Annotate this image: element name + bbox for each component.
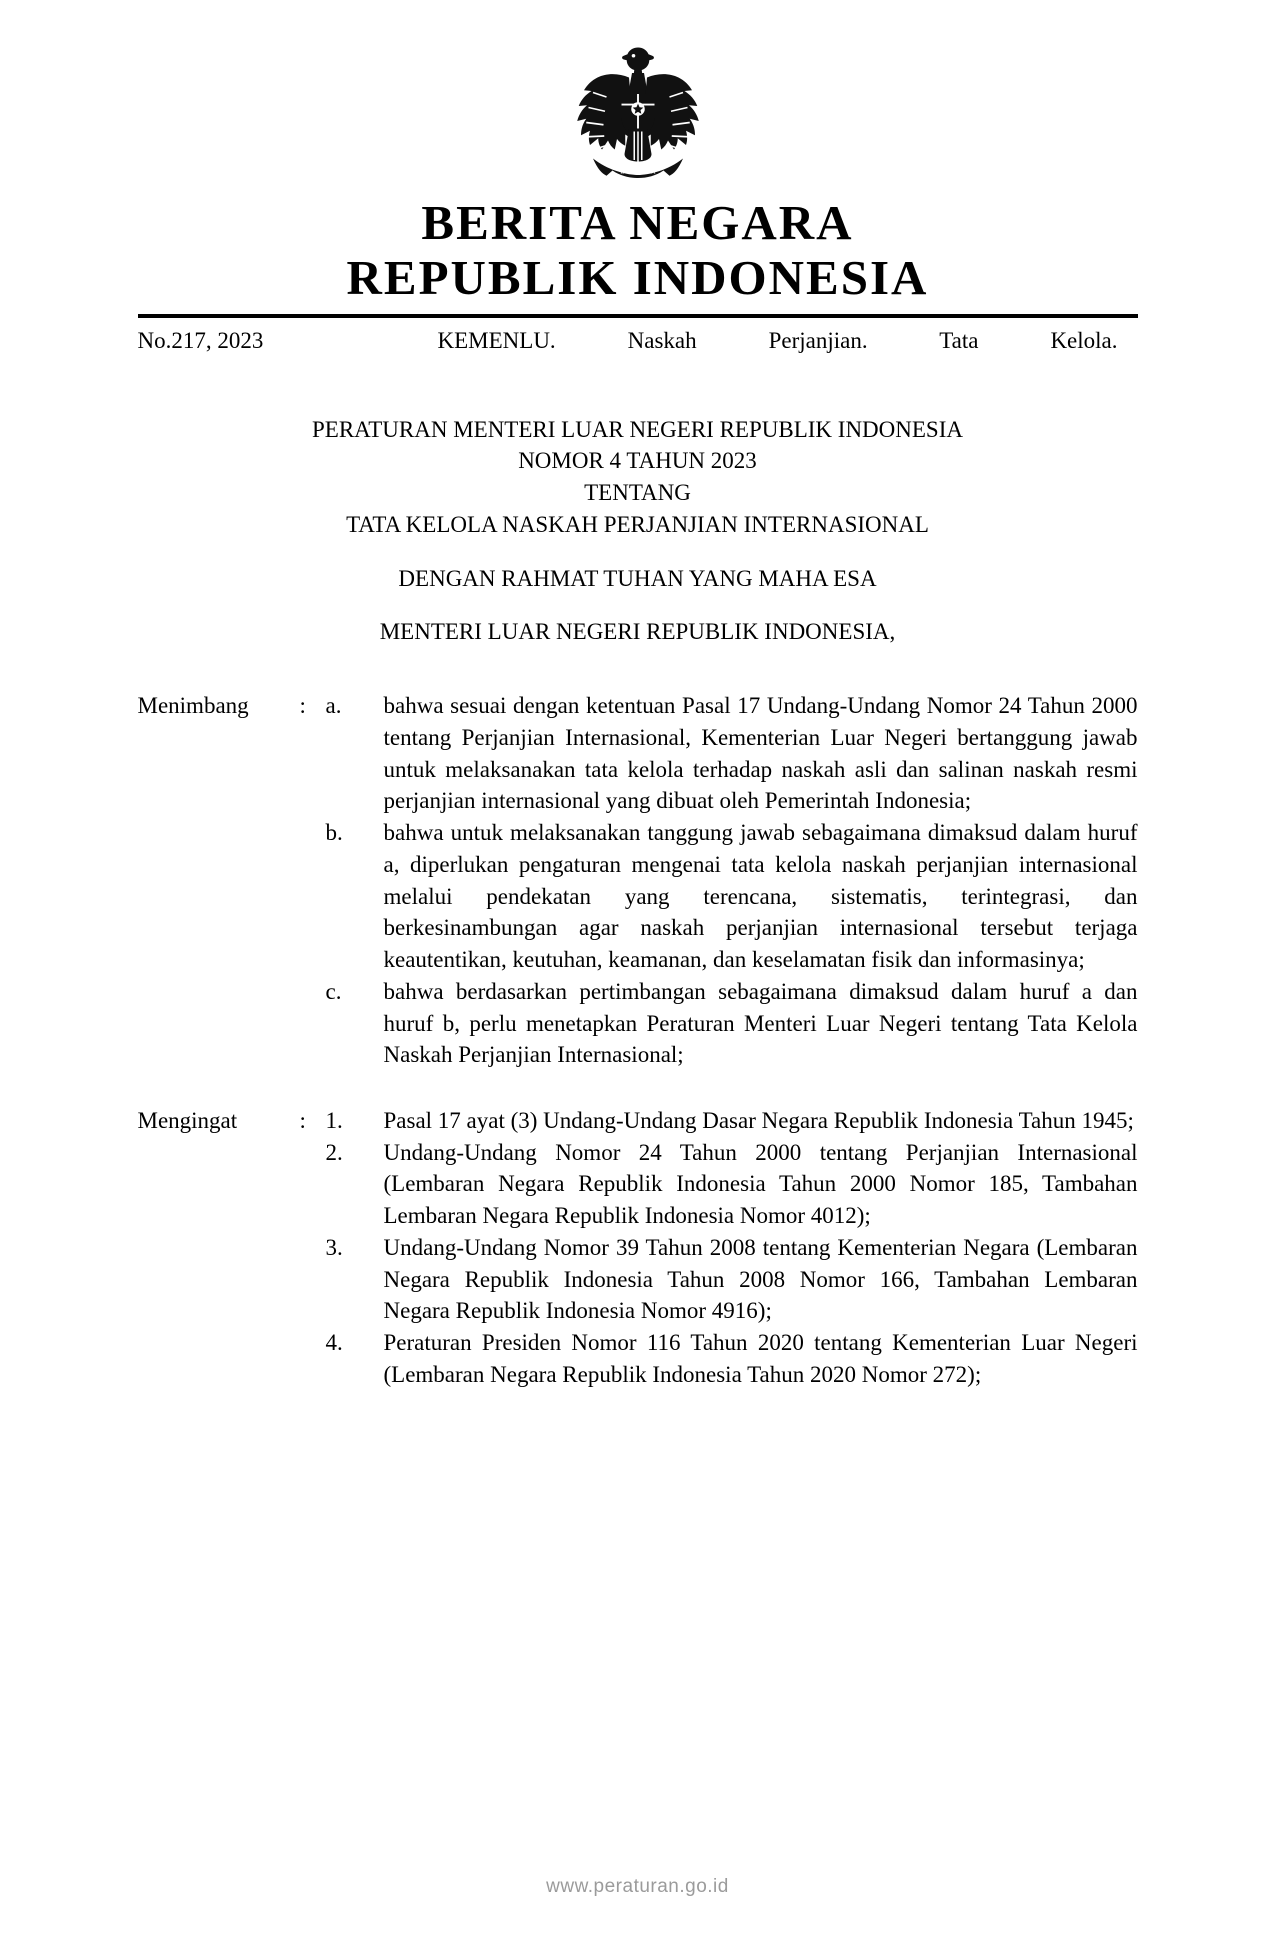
- regulation-about-label: TENTANG: [584, 480, 691, 506]
- garuda-pancasila-emblem: [563, 40, 713, 190]
- regulation-subject: TATA KELOLA NASKAH PERJANJIAN INTERNASIONAL: [346, 511, 929, 537]
- svg-text:BHINNEKA: BHINNEKA: [619, 168, 656, 176]
- list-item-text: Peraturan Presiden Nomor 116 Tahun 2020 tentang Kementerian Luar Negeri (Lembaran Negara Republik Indonesia Tahun 2020 Nomor 272);: [383, 1330, 1138, 1387]
- page-watermark: www.peraturan.go.id: [546, 1876, 729, 1897]
- list-item: [326, 817, 1138, 976]
- list-item: [326, 1232, 1138, 1327]
- regulation-title-line1: PERATURAN MENTERI LUAR NEGERI REPUBLIK INDONESIA: [311, 416, 963, 442]
- regulation-number: NOMOR 4 TAHUN 2023: [518, 448, 757, 474]
- list-item-marker: 1.: [325, 1107, 343, 1133]
- clause-item-list: [326, 1105, 1138, 1391]
- list-item: [326, 1137, 1138, 1232]
- list-item-marker: 4.: [325, 1330, 343, 1356]
- list-item: [326, 1327, 1138, 1390]
- considerations-block: [138, 690, 1138, 1390]
- list-item-text: Undang-Undang Nomor 39 Tahun 2008 tentang Kementerian Negara (Lembaran Negara Republik Indonesia Tahun 2008 Nomor 166, Tambahan Lembaran Negara Republik Indonesia Nomor 4916);: [383, 1234, 1138, 1324]
- list-item: [326, 976, 1138, 1071]
- clause-label: Mengingat: [137, 1107, 238, 1133]
- issue-number: No.217, 2023: [137, 327, 264, 353]
- list-item: [326, 690, 1138, 817]
- clause-colon: :: [299, 1107, 306, 1133]
- masthead-divider: [138, 314, 1138, 318]
- list-item-text: bahwa sesuai dengan ketentuan Pasal 17 Undang-Undang Nomor 24 Tahun 2000 tentang Perjanjian Internasional, Kementerian Luar Negeri bertanggung jawab untuk melaksanakan tata kelola terhadap naskah asli dan salinan naskah resmi perjanjian internasional yang dibuat oleh Pemerintah Indonesia;: [383, 693, 1138, 814]
- masthead-title-line1: BERITA NEGARA: [421, 195, 854, 250]
- invocation-line: DENGAN RAHMAT TUHAN YANG MAHA ESA: [398, 565, 877, 591]
- list-item-text: bahwa untuk melaksanakan tanggung jawab sebagaimana dimaksud dalam huruf a, diperlukan pengaturan mengenai tata kelola naskah perjanjian internasional melalui pendekatan yang terencana, sistematis, terintegrasi, dan berkesinambungan agar naskah perjanjian internasional tersebut terjaga keautentikan, keutuhan, keamanan, dan keselamatan fisik dan informasinya;: [383, 820, 1138, 973]
- masthead-title-line2: REPUBLIK INDONESIA: [346, 249, 929, 305]
- issuing-authority: MENTERI LUAR NEGERI REPUBLIK INDONESIA,: [379, 619, 896, 645]
- list-item: [326, 1105, 1138, 1137]
- regulation-title-block: [138, 414, 1138, 648]
- title-spacer-2: [138, 594, 1138, 616]
- list-item-marker: 3.: [325, 1234, 343, 1260]
- list-item-text: Undang-Undang Nomor 24 Tahun 2000 tentang Perjanjian Internasional (Lembaran Negara Republik Indonesia Tahun 2000 Nomor 185, Tambahan Lembaran Negara Republik Indonesia Nomor 4012);: [383, 1139, 1138, 1229]
- clause-mengingat: [138, 1105, 1138, 1391]
- title-spacer-1: [138, 541, 1138, 563]
- list-item-marker: 2.: [325, 1139, 343, 1165]
- clause-label: Menimbang: [137, 693, 249, 719]
- clause-item-list: [326, 690, 1138, 1071]
- clause-colon: :: [299, 693, 306, 719]
- masthead: [138, 0, 1138, 306]
- list-item-marker: c.: [325, 978, 342, 1004]
- issue-row: [138, 328, 1138, 354]
- list-item-marker: b.: [325, 820, 343, 846]
- list-item-text: Pasal 17 ayat (3) Undang-Undang Dasar Negara Republik Indonesia Tahun 1945;: [383, 1107, 1134, 1133]
- clause-menimbang: [138, 690, 1138, 1071]
- issue-subject: KEMENLU. Naskah Perjanjian. Tata Kelola.: [437, 327, 1118, 353]
- list-item-text: bahwa berdasarkan pertimbangan sebagaimana dimaksud dalam huruf a dan huruf b, perlu menetapkan Peraturan Menteri Luar Negeri tentang Tata Kelola Naskah Perjanjian Internasional;: [383, 978, 1138, 1068]
- list-item-marker: a.: [325, 693, 342, 719]
